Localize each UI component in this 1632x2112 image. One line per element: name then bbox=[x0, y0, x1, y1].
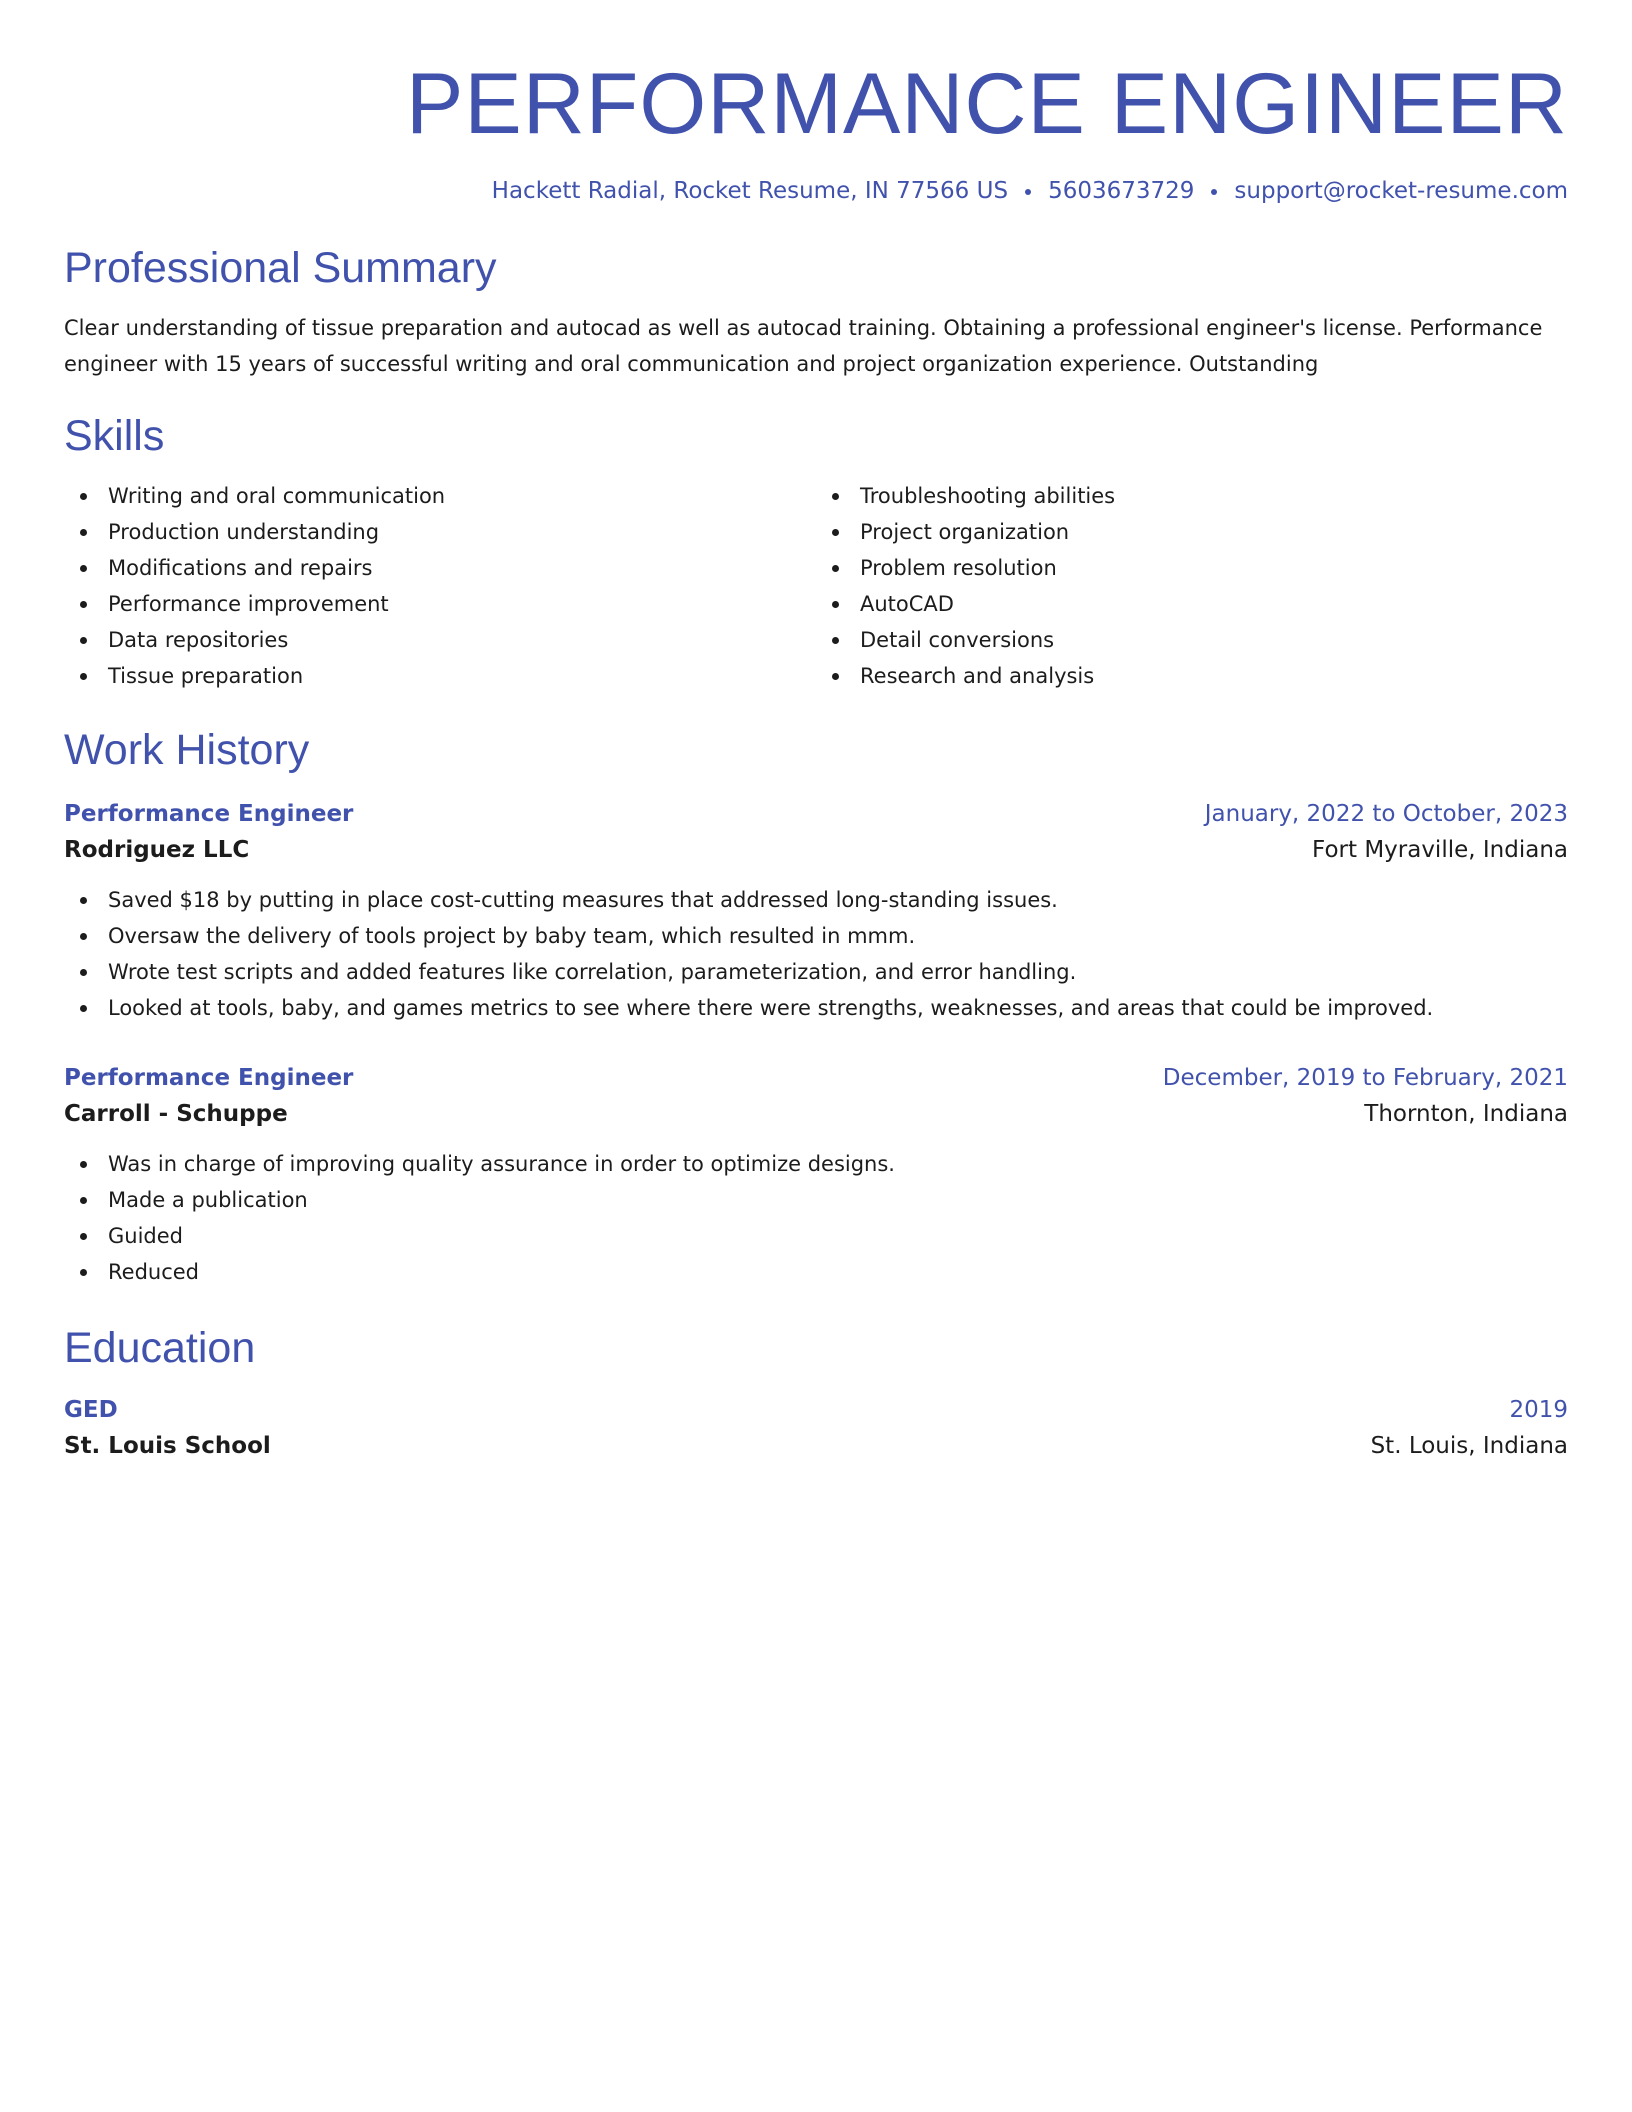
job-dates: January, 2022 to October, 2023 bbox=[1204, 801, 1568, 827]
job-company: Rodriguez LLC bbox=[64, 837, 250, 863]
job-bullet: Saved $18 by putting in place cost-cutting measures that addressed long-standing issues. bbox=[64, 882, 1568, 918]
skill-item: Project organization bbox=[816, 514, 1568, 550]
job-location: Fort Myraville, Indiana bbox=[1312, 837, 1568, 863]
job-dates: December, 2019 to February, 2021 bbox=[1162, 1065, 1568, 1091]
section-title-summary: Professional Summary bbox=[64, 244, 497, 292]
section-title-education: Education bbox=[64, 1324, 256, 1372]
skills-section bbox=[64, 410, 1568, 694]
education-header-row bbox=[64, 1392, 1568, 1428]
contact-line bbox=[64, 176, 1568, 206]
contact-address: Hackett Radial, Rocket Resume, IN 77566 US bbox=[491, 178, 1009, 204]
job-bullets bbox=[64, 1146, 1568, 1290]
skill-item: Modifications and repairs bbox=[64, 550, 816, 586]
skills-columns bbox=[64, 478, 1568, 694]
skills-list-right bbox=[816, 478, 1568, 694]
job-header-row bbox=[64, 1060, 1568, 1096]
job-entry bbox=[64, 796, 1568, 1026]
job-company: Carroll - Schuppe bbox=[64, 1101, 288, 1127]
skill-item: Tissue preparation bbox=[64, 658, 816, 694]
summary-section bbox=[64, 242, 1568, 382]
skill-item: Research and analysis bbox=[816, 658, 1568, 694]
job-header-row bbox=[64, 796, 1568, 832]
job-bullet: Oversaw the delivery of tools project by baby team, which resulted in mmm. bbox=[64, 918, 1568, 954]
education-entry bbox=[64, 1392, 1568, 1464]
summary-text: Clear understanding of tissue preparation and autocad as well as autocad training. Obtaining a professional engineer's license. Performance engineer with 15 years of successful writing and oral communication and project organization experience. Outstanding bbox=[64, 316, 1543, 376]
resume-header bbox=[64, 56, 1568, 206]
separator-dot-icon bbox=[1025, 189, 1031, 195]
skill-item: Production understanding bbox=[64, 514, 816, 550]
section-title-skills: Skills bbox=[64, 412, 165, 460]
education-section bbox=[64, 1322, 1568, 1464]
section-title-work-history: Work History bbox=[64, 726, 310, 774]
skill-item: Writing and oral communication bbox=[64, 478, 816, 514]
job-company-row bbox=[64, 832, 1568, 868]
job-entry bbox=[64, 1060, 1568, 1290]
contact-email: support@rocket-resume.com bbox=[1234, 178, 1568, 204]
job-company-row bbox=[64, 1096, 1568, 1132]
job-bullet: Made a publication bbox=[64, 1182, 1568, 1218]
contact-phone: 5603673729 bbox=[1048, 178, 1195, 204]
skill-item: AutoCAD bbox=[816, 586, 1568, 622]
skill-item: Detail conversions bbox=[816, 622, 1568, 658]
skill-item: Troubleshooting abilities bbox=[816, 478, 1568, 514]
job-bullet: Was in charge of improving quality assurance in order to optimize designs. bbox=[64, 1146, 1568, 1182]
job-bullet: Reduced bbox=[64, 1254, 1568, 1290]
job-bullet: Wrote test scripts and added features like correlation, parameterization, and error handling. bbox=[64, 954, 1568, 990]
education-school: St. Louis School bbox=[64, 1433, 271, 1459]
candidate-name: PERFORMANCE ENGINEER bbox=[405, 56, 1568, 152]
job-title: Performance Engineer bbox=[64, 1065, 354, 1091]
job-bullet: Guided bbox=[64, 1218, 1568, 1254]
skill-item: Data repositories bbox=[64, 622, 816, 658]
job-bullet: Looked at tools, baby, and games metrics to see where there were strengths, weaknesses, and areas that could be improved. bbox=[64, 990, 1568, 1026]
education-location: St. Louis, Indiana bbox=[1370, 1433, 1568, 1459]
job-bullets bbox=[64, 882, 1568, 1026]
skill-item: Problem resolution bbox=[816, 550, 1568, 586]
education-degree: GED bbox=[64, 1397, 118, 1423]
separator-dot-icon bbox=[1211, 189, 1217, 195]
job-title: Performance Engineer bbox=[64, 801, 354, 827]
education-school-row bbox=[64, 1428, 1568, 1464]
skills-list-left bbox=[64, 478, 816, 694]
work-history-section bbox=[64, 724, 1568, 1290]
skill-item: Performance improvement bbox=[64, 586, 816, 622]
job-location: Thornton, Indiana bbox=[1364, 1101, 1568, 1127]
education-year: 2019 bbox=[1509, 1397, 1568, 1423]
